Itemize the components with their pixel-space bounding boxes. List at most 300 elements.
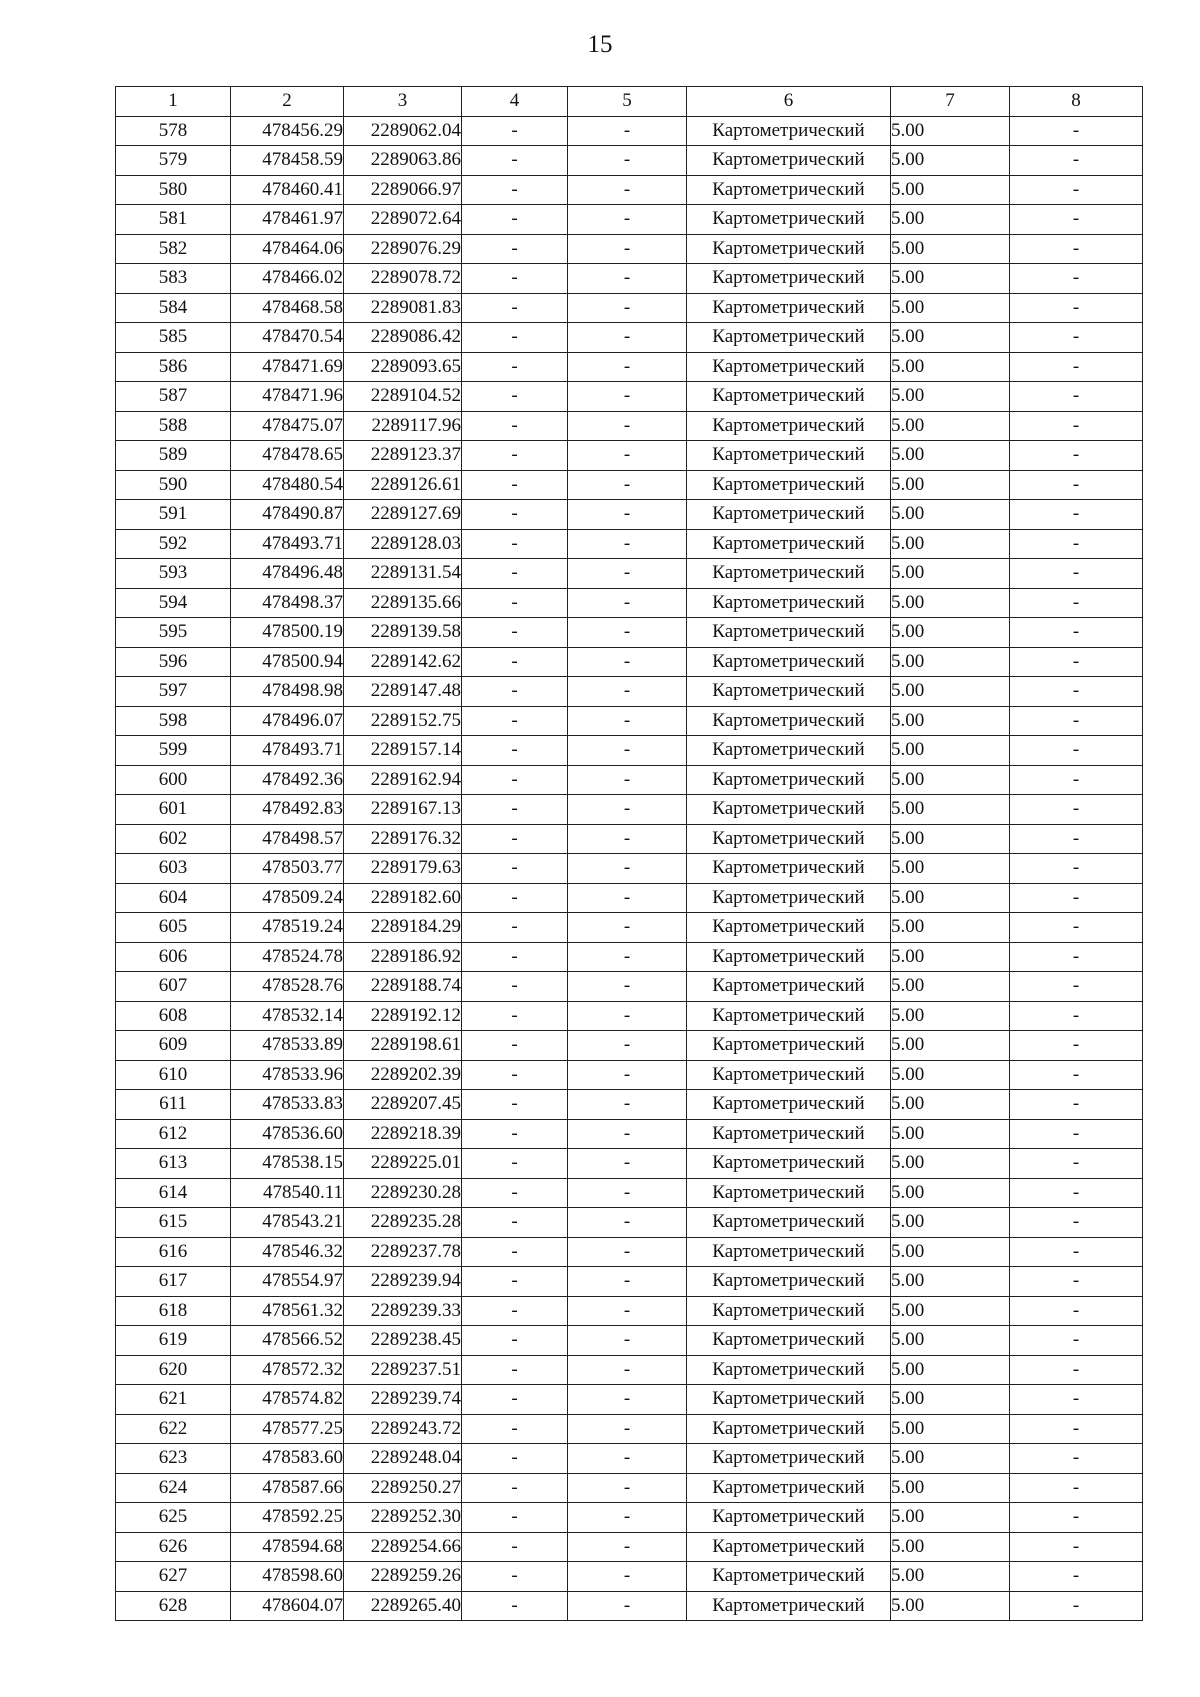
cell-coord-x: 478471.96 [231, 382, 344, 412]
cell-coord-x: 478604.07 [231, 1591, 344, 1621]
cell-col-4: - [462, 736, 568, 766]
cell-coord-y: 2289066.97 [344, 175, 462, 205]
table-row [116, 854, 1143, 884]
cell-col-4: - [462, 854, 568, 884]
table-row [116, 1414, 1143, 1444]
cell-coord-y: 2289237.78 [344, 1237, 462, 1267]
cell-point-number: 624 [116, 1473, 231, 1503]
cell-point-number: 597 [116, 677, 231, 707]
cell-coord-y: 2289237.51 [344, 1355, 462, 1385]
cell-col-5: - [568, 234, 687, 264]
cell-point-number: 616 [116, 1237, 231, 1267]
cell-coord-y: 2289259.26 [344, 1562, 462, 1592]
cell-coord-y: 2289225.01 [344, 1149, 462, 1179]
table-row [116, 175, 1143, 205]
cell-col-4: - [462, 1119, 568, 1149]
cell-col-5: - [568, 116, 687, 146]
table-row [116, 1562, 1143, 1592]
cell-coord-x: 478532.14 [231, 1001, 344, 1031]
cell-col-8: - [1010, 1473, 1143, 1503]
cell-coord-x: 478594.68 [231, 1532, 344, 1562]
table-row [116, 234, 1143, 264]
table-row [116, 1267, 1143, 1297]
cell-accuracy: 5.00 [891, 1119, 1010, 1149]
table-row [116, 1473, 1143, 1503]
cell-accuracy: 5.00 [891, 736, 1010, 766]
cell-point-number: 605 [116, 913, 231, 943]
cell-method: Картометрический [687, 146, 891, 176]
cell-col-4: - [462, 1385, 568, 1415]
cell-accuracy: 5.00 [891, 1149, 1010, 1179]
cell-col-5: - [568, 352, 687, 382]
cell-coord-y: 2289142.62 [344, 647, 462, 677]
cell-coord-y: 2289162.94 [344, 765, 462, 795]
cell-point-number: 582 [116, 234, 231, 264]
cell-col-5: - [568, 1090, 687, 1120]
cell-point-number: 628 [116, 1591, 231, 1621]
cell-accuracy: 5.00 [891, 1090, 1010, 1120]
cell-col-8: - [1010, 382, 1143, 412]
table-row [116, 559, 1143, 589]
cell-coord-x: 478456.29 [231, 116, 344, 146]
cell-col-8: - [1010, 677, 1143, 707]
cell-col-5: - [568, 765, 687, 795]
cell-coord-y: 2289127.69 [344, 500, 462, 530]
table-row [116, 1119, 1143, 1149]
table-row [116, 529, 1143, 559]
cell-accuracy: 5.00 [891, 1208, 1010, 1238]
cell-coord-y: 2289128.03 [344, 529, 462, 559]
cell-method: Картометрический [687, 677, 891, 707]
cell-point-number: 604 [116, 883, 231, 913]
cell-col-5: - [568, 972, 687, 1002]
cell-coord-x: 478475.07 [231, 411, 344, 441]
cell-coord-y: 2289072.64 [344, 205, 462, 235]
column-header-5: 5 [568, 87, 687, 117]
cell-accuracy: 5.00 [891, 411, 1010, 441]
cell-accuracy: 5.00 [891, 1178, 1010, 1208]
cell-coord-y: 2289062.04 [344, 116, 462, 146]
cell-col-5: - [568, 706, 687, 736]
cell-col-8: - [1010, 323, 1143, 353]
cell-coord-x: 478471.69 [231, 352, 344, 382]
cell-col-8: - [1010, 588, 1143, 618]
cell-point-number: 621 [116, 1385, 231, 1415]
table-row [116, 352, 1143, 382]
cell-coord-y: 2289123.37 [344, 441, 462, 471]
table-row [116, 1385, 1143, 1415]
cell-point-number: 599 [116, 736, 231, 766]
cell-col-4: - [462, 1267, 568, 1297]
cell-col-4: - [462, 677, 568, 707]
cell-method: Картометрический [687, 411, 891, 441]
table-row [116, 706, 1143, 736]
table-row [116, 1060, 1143, 1090]
cell-col-8: - [1010, 1149, 1143, 1179]
cell-col-8: - [1010, 854, 1143, 884]
cell-coord-y: 2289147.48 [344, 677, 462, 707]
cell-col-8: - [1010, 647, 1143, 677]
cell-method: Картометрический [687, 588, 891, 618]
cell-accuracy: 5.00 [891, 1237, 1010, 1267]
cell-coord-y: 2289179.63 [344, 854, 462, 884]
cell-coord-x: 478498.98 [231, 677, 344, 707]
cell-col-8: - [1010, 205, 1143, 235]
cell-method: Картометрический [687, 1414, 891, 1444]
cell-accuracy: 5.00 [891, 883, 1010, 913]
cell-point-number: 627 [116, 1562, 231, 1592]
cell-coord-y: 2289230.28 [344, 1178, 462, 1208]
cell-coord-x: 478533.83 [231, 1090, 344, 1120]
cell-point-number: 600 [116, 765, 231, 795]
cell-col-8: - [1010, 618, 1143, 648]
cell-col-5: - [568, 942, 687, 972]
cell-coord-x: 478492.83 [231, 795, 344, 825]
cell-coord-y: 2289239.74 [344, 1385, 462, 1415]
cell-col-4: - [462, 1503, 568, 1533]
cell-coord-x: 478536.60 [231, 1119, 344, 1149]
cell-col-8: - [1010, 1178, 1143, 1208]
cell-col-5: - [568, 264, 687, 294]
cell-accuracy: 5.00 [891, 1562, 1010, 1592]
cell-coord-y: 2289086.42 [344, 323, 462, 353]
cell-coord-x: 478572.32 [231, 1355, 344, 1385]
cell-coord-x: 478566.52 [231, 1326, 344, 1356]
cell-col-5: - [568, 913, 687, 943]
cell-method: Картометрический [687, 352, 891, 382]
cell-col-4: - [462, 588, 568, 618]
cell-accuracy: 5.00 [891, 1031, 1010, 1061]
table-row [116, 824, 1143, 854]
cell-method: Картометрический [687, 470, 891, 500]
cell-accuracy: 5.00 [891, 1503, 1010, 1533]
cell-accuracy: 5.00 [891, 1591, 1010, 1621]
cell-col-8: - [1010, 1503, 1143, 1533]
cell-col-4: - [462, 293, 568, 323]
header-row [116, 87, 1143, 117]
cell-coord-y: 2289207.45 [344, 1090, 462, 1120]
cell-coord-y: 2289076.29 [344, 234, 462, 264]
cell-coord-x: 478496.07 [231, 706, 344, 736]
cell-col-5: - [568, 382, 687, 412]
cell-coord-x: 478533.89 [231, 1031, 344, 1061]
cell-method: Картометрический [687, 1444, 891, 1474]
cell-col-4: - [462, 1149, 568, 1179]
cell-col-4: - [462, 234, 568, 264]
table-row [116, 293, 1143, 323]
cell-col-4: - [462, 1444, 568, 1474]
cell-col-8: - [1010, 559, 1143, 589]
table-row [116, 913, 1143, 943]
cell-col-5: - [568, 1267, 687, 1297]
cell-col-5: - [568, 205, 687, 235]
cell-accuracy: 5.00 [891, 618, 1010, 648]
cell-coord-y: 2289198.61 [344, 1031, 462, 1061]
cell-coord-x: 478468.58 [231, 293, 344, 323]
cell-point-number: 583 [116, 264, 231, 294]
cell-col-4: - [462, 972, 568, 1002]
cell-coord-x: 478460.41 [231, 175, 344, 205]
cell-col-4: - [462, 883, 568, 913]
cell-point-number: 617 [116, 1267, 231, 1297]
cell-point-number: 610 [116, 1060, 231, 1090]
cell-method: Картометрический [687, 382, 891, 412]
cell-accuracy: 5.00 [891, 1326, 1010, 1356]
cell-coord-x: 478500.19 [231, 618, 344, 648]
table-row [116, 588, 1143, 618]
column-header-8: 8 [1010, 87, 1143, 117]
cell-method: Картометрический [687, 1355, 891, 1385]
cell-method: Картометрический [687, 1591, 891, 1621]
table-row [116, 1031, 1143, 1061]
cell-col-8: - [1010, 1532, 1143, 1562]
cell-accuracy: 5.00 [891, 205, 1010, 235]
cell-method: Картометрический [687, 1090, 891, 1120]
cell-coord-x: 478528.76 [231, 972, 344, 1002]
cell-accuracy: 5.00 [891, 323, 1010, 353]
cell-col-4: - [462, 205, 568, 235]
cell-col-4: - [462, 470, 568, 500]
cell-coord-x: 478461.97 [231, 205, 344, 235]
cell-col-8: - [1010, 1355, 1143, 1385]
table-row [116, 500, 1143, 530]
cell-col-5: - [568, 1532, 687, 1562]
cell-coord-y: 2289093.65 [344, 352, 462, 382]
cell-col-4: - [462, 1001, 568, 1031]
cell-accuracy: 5.00 [891, 1267, 1010, 1297]
cell-col-4: - [462, 765, 568, 795]
cell-accuracy: 5.00 [891, 765, 1010, 795]
cell-point-number: 595 [116, 618, 231, 648]
cell-method: Картометрический [687, 942, 891, 972]
cell-method: Картометрический [687, 854, 891, 884]
table-row [116, 1296, 1143, 1326]
cell-col-4: - [462, 1414, 568, 1444]
cell-point-number: 591 [116, 500, 231, 530]
cell-accuracy: 5.00 [891, 1296, 1010, 1326]
cell-col-8: - [1010, 1031, 1143, 1061]
cell-point-number: 580 [116, 175, 231, 205]
cell-col-5: - [568, 1444, 687, 1474]
table-row [116, 618, 1143, 648]
cell-col-8: - [1010, 234, 1143, 264]
cell-col-4: - [462, 1591, 568, 1621]
cell-method: Картометрический [687, 765, 891, 795]
cell-method: Картометрический [687, 1237, 891, 1267]
cell-point-number: 622 [116, 1414, 231, 1444]
cell-col-5: - [568, 677, 687, 707]
cell-accuracy: 5.00 [891, 559, 1010, 589]
cell-col-4: - [462, 706, 568, 736]
cell-accuracy: 5.00 [891, 677, 1010, 707]
cell-coord-x: 478458.59 [231, 146, 344, 176]
cell-coord-y: 2289104.52 [344, 382, 462, 412]
cell-accuracy: 5.00 [891, 264, 1010, 294]
cell-coord-x: 478574.82 [231, 1385, 344, 1415]
cell-method: Картометрический [687, 441, 891, 471]
cell-coord-x: 478509.24 [231, 883, 344, 913]
cell-coord-y: 2289250.27 [344, 1473, 462, 1503]
cell-coord-x: 478498.37 [231, 588, 344, 618]
cell-col-4: - [462, 1326, 568, 1356]
cell-point-number: 589 [116, 441, 231, 471]
cell-coord-x: 478598.60 [231, 1562, 344, 1592]
cell-coord-x: 478546.32 [231, 1237, 344, 1267]
cell-col-8: - [1010, 500, 1143, 530]
cell-point-number: 593 [116, 559, 231, 589]
cell-method: Картометрический [687, 824, 891, 854]
cell-method: Картометрический [687, 706, 891, 736]
cell-col-5: - [568, 1149, 687, 1179]
cell-col-4: - [462, 942, 568, 972]
cell-col-5: - [568, 1119, 687, 1149]
cell-col-5: - [568, 1060, 687, 1090]
cell-coord-y: 2289202.39 [344, 1060, 462, 1090]
cell-point-number: 586 [116, 352, 231, 382]
cell-point-number: 611 [116, 1090, 231, 1120]
cell-point-number: 584 [116, 293, 231, 323]
table-row [116, 647, 1143, 677]
cell-accuracy: 5.00 [891, 175, 1010, 205]
cell-accuracy: 5.00 [891, 824, 1010, 854]
cell-col-4: - [462, 323, 568, 353]
cell-coord-y: 2289265.40 [344, 1591, 462, 1621]
cell-col-5: - [568, 470, 687, 500]
cell-coord-y: 2289248.04 [344, 1444, 462, 1474]
cell-point-number: 612 [116, 1119, 231, 1149]
cell-accuracy: 5.00 [891, 972, 1010, 1002]
cell-col-4: - [462, 1208, 568, 1238]
cell-method: Картометрический [687, 618, 891, 648]
cell-accuracy: 5.00 [891, 529, 1010, 559]
cell-method: Картометрический [687, 1208, 891, 1238]
cell-accuracy: 5.00 [891, 1001, 1010, 1031]
cell-coord-y: 2289184.29 [344, 913, 462, 943]
cell-col-5: - [568, 1208, 687, 1238]
cell-col-4: - [462, 382, 568, 412]
cell-col-8: - [1010, 706, 1143, 736]
cell-col-5: - [568, 1296, 687, 1326]
table-row [116, 323, 1143, 353]
cell-accuracy: 5.00 [891, 1060, 1010, 1090]
cell-point-number: 590 [116, 470, 231, 500]
cell-method: Картометрический [687, 795, 891, 825]
cell-coord-x: 478500.94 [231, 647, 344, 677]
table-row [116, 146, 1143, 176]
cell-coord-y: 2289252.30 [344, 1503, 462, 1533]
cell-coord-y: 2289126.61 [344, 470, 462, 500]
cell-col-4: - [462, 1355, 568, 1385]
cell-coord-y: 2289167.13 [344, 795, 462, 825]
cell-col-5: - [568, 411, 687, 441]
cell-coord-x: 478543.21 [231, 1208, 344, 1238]
table-row [116, 470, 1143, 500]
cell-point-number: 598 [116, 706, 231, 736]
cell-col-8: - [1010, 1444, 1143, 1474]
cell-coord-y: 2289078.72 [344, 264, 462, 294]
cell-point-number: 609 [116, 1031, 231, 1061]
cell-col-8: - [1010, 1090, 1143, 1120]
cell-coord-y: 2289176.32 [344, 824, 462, 854]
column-header-6: 6 [687, 87, 891, 117]
cell-point-number: 623 [116, 1444, 231, 1474]
cell-col-4: - [462, 1060, 568, 1090]
column-header-1: 1 [116, 87, 231, 117]
table-row [116, 1326, 1143, 1356]
cell-col-8: - [1010, 736, 1143, 766]
cell-col-4: - [462, 913, 568, 943]
cell-coord-x: 478464.06 [231, 234, 344, 264]
cell-point-number: 608 [116, 1001, 231, 1031]
cell-method: Картометрический [687, 559, 891, 589]
cell-method: Картометрический [687, 913, 891, 943]
cell-col-5: - [568, 1001, 687, 1031]
cell-coord-y: 2289235.28 [344, 1208, 462, 1238]
cell-method: Картометрический [687, 1267, 891, 1297]
cell-method: Картометрический [687, 736, 891, 766]
cell-accuracy: 5.00 [891, 234, 1010, 264]
cell-coord-x: 478478.65 [231, 441, 344, 471]
cell-point-number: 596 [116, 647, 231, 677]
cell-col-5: - [568, 1591, 687, 1621]
cell-col-8: - [1010, 175, 1143, 205]
cell-col-5: - [568, 824, 687, 854]
page-number: 15 [587, 31, 613, 58]
table-header [116, 87, 1143, 117]
cell-col-4: - [462, 1296, 568, 1326]
cell-accuracy: 5.00 [891, 116, 1010, 146]
cell-coord-x: 478519.24 [231, 913, 344, 943]
cell-coord-x: 478496.48 [231, 559, 344, 589]
cell-accuracy: 5.00 [891, 647, 1010, 677]
cell-method: Картометрический [687, 1178, 891, 1208]
cell-coord-y: 2289188.74 [344, 972, 462, 1002]
cell-point-number: 625 [116, 1503, 231, 1533]
table-row [116, 1001, 1143, 1031]
cell-col-8: - [1010, 942, 1143, 972]
table-row [116, 765, 1143, 795]
cell-accuracy: 5.00 [891, 1355, 1010, 1385]
cell-coord-y: 2289238.45 [344, 1326, 462, 1356]
table-row [116, 1591, 1143, 1621]
cell-accuracy: 5.00 [891, 1473, 1010, 1503]
cell-col-4: - [462, 175, 568, 205]
cell-col-5: - [568, 559, 687, 589]
cell-col-4: - [462, 352, 568, 382]
cell-col-5: - [568, 1237, 687, 1267]
cell-col-5: - [568, 1503, 687, 1533]
column-header-7: 7 [891, 87, 1010, 117]
cell-col-4: - [462, 500, 568, 530]
cell-col-5: - [568, 293, 687, 323]
cell-col-8: - [1010, 795, 1143, 825]
cell-col-8: - [1010, 1296, 1143, 1326]
cell-method: Картометрический [687, 1532, 891, 1562]
cell-col-8: - [1010, 1060, 1143, 1090]
cell-coord-y: 2289243.72 [344, 1414, 462, 1444]
cell-method: Картометрический [687, 1001, 891, 1031]
table-row [116, 264, 1143, 294]
cell-col-5: - [568, 441, 687, 471]
cell-coord-y: 2289186.92 [344, 942, 462, 972]
cell-coord-y: 2289239.94 [344, 1267, 462, 1297]
cell-col-5: - [568, 529, 687, 559]
cell-method: Картометрический [687, 1031, 891, 1061]
cell-col-4: - [462, 824, 568, 854]
cell-col-5: - [568, 1562, 687, 1592]
table-row [116, 116, 1143, 146]
cell-col-8: - [1010, 1414, 1143, 1444]
